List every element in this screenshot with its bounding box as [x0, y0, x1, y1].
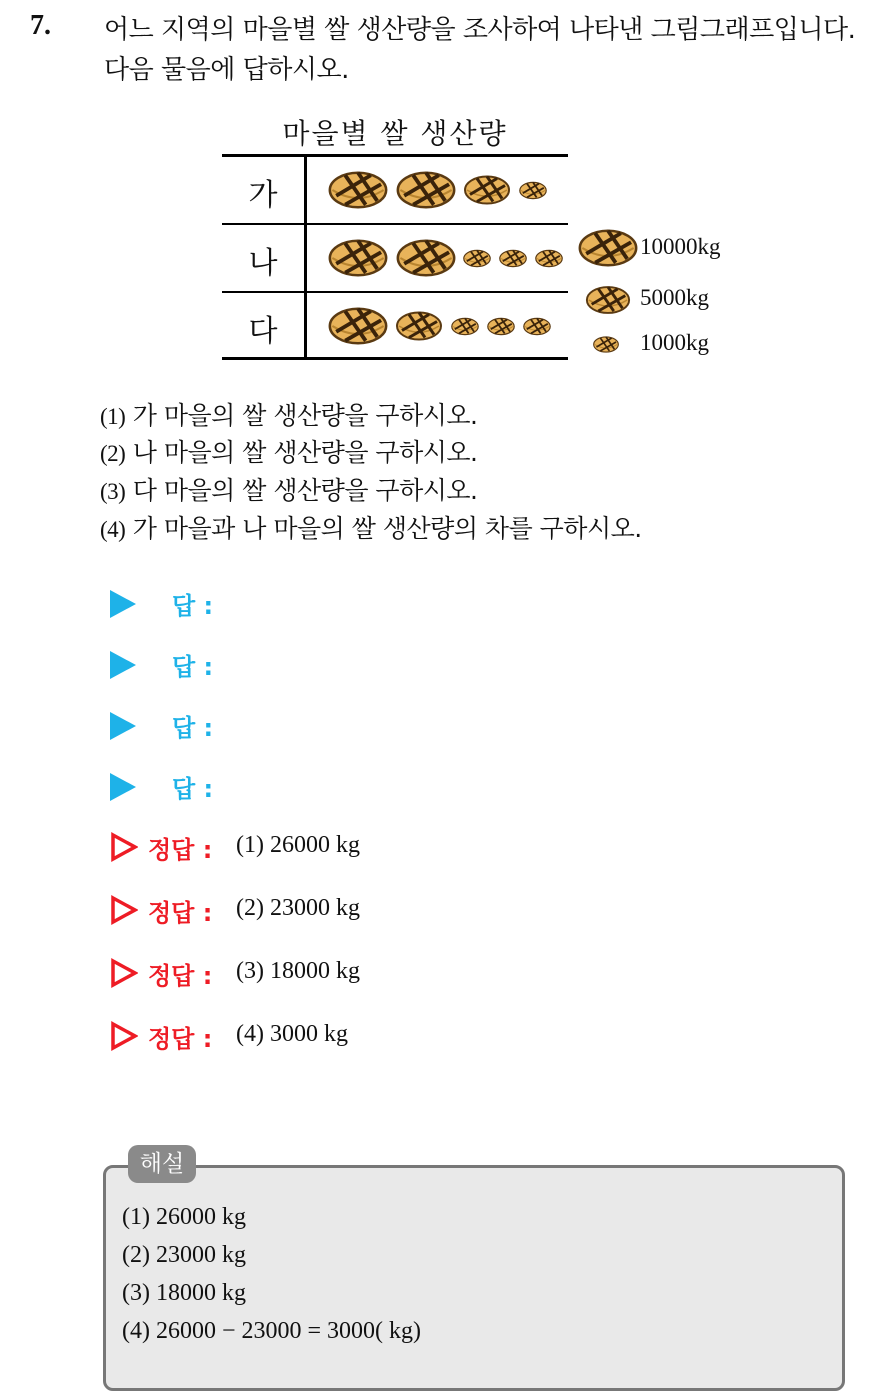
explanation-tag: 해설: [128, 1145, 196, 1183]
row-label-da: 다: [248, 314, 278, 349]
legend-small-value: 1000kg: [640, 330, 709, 355]
correct-answer-label: 정답 :: [148, 836, 213, 864]
sub-question-1: (1) 가 마을의 쌀 생산량을 구하시오.: [100, 401, 478, 430]
play-triangle-icon: [110, 651, 136, 679]
correct-answer-value: (4) 3000 kg: [236, 1021, 348, 1047]
sub-question-2: (2) 나 마을의 쌀 생산량을 구하시오.: [100, 438, 478, 467]
explanation-box: [103, 1165, 845, 1391]
correct-answer-value: (3) 18000 kg: [236, 958, 360, 984]
correct-answer-label: 정답 :: [148, 1025, 213, 1053]
row-label-ga: 가: [248, 178, 278, 213]
graph-column-divider: [304, 154, 307, 360]
large-rice-icon: [326, 302, 390, 350]
graph-top-rule: [222, 154, 568, 157]
large-rice-icon: [394, 234, 458, 282]
row-label-na: 나: [248, 246, 278, 281]
explanation-line-3: (3) 18000 kg: [122, 1280, 246, 1306]
question-text: [104, 10, 874, 90]
large-rice-icon: [394, 166, 458, 214]
outline-triangle-icon: [110, 832, 138, 862]
legend-medium-value: 5000kg: [640, 285, 709, 310]
small-rice-icon: [486, 315, 516, 338]
legend-large-value: 10000kg: [640, 234, 721, 259]
play-triangle-icon: [110, 590, 136, 618]
sub-question-4: (4) 가 마을과 나 마을의 쌀 생산량의 차를 구하시오.: [100, 514, 642, 543]
graph-row-divider: [222, 223, 568, 225]
outline-triangle-icon: [110, 1021, 138, 1051]
answer-label: 답 :: [172, 714, 214, 742]
question-number: 7.: [30, 10, 51, 41]
large-rice-icon: [326, 234, 390, 282]
graph-bottom-rule: [222, 357, 568, 360]
correct-answer-value: (1) 26000 kg: [236, 832, 360, 858]
graph-title: 마을별 쌀 생산량: [282, 117, 508, 150]
answer-label: 답 :: [172, 775, 214, 803]
medium-rice-icon: [394, 307, 444, 345]
legend-small-rice-icon: [592, 334, 620, 355]
correct-answer-value: (2) 23000 kg: [236, 895, 360, 921]
question-text-line2: 다음 물음에 답하시오.: [104, 55, 349, 85]
explanation-line-4: (4) 26000 − 23000 = 3000( kg): [122, 1318, 422, 1344]
small-rice-icon: [522, 315, 552, 338]
legend-large-rice-icon: [576, 224, 640, 272]
explanation-line-2: (2) 23000 kg: [122, 1242, 246, 1268]
small-rice-icon: [498, 247, 528, 270]
outline-triangle-icon: [110, 958, 138, 988]
small-rice-icon: [534, 247, 564, 270]
play-triangle-icon: [110, 773, 136, 801]
outline-triangle-icon: [110, 895, 138, 925]
small-rice-icon: [518, 179, 548, 202]
graph-row-divider: [222, 291, 568, 293]
large-rice-icon: [326, 166, 390, 214]
medium-rice-icon: [462, 171, 512, 209]
correct-answer-label: 정답 :: [148, 962, 213, 990]
explanation-line-1: (1) 26000 kg: [122, 1204, 246, 1230]
play-triangle-icon: [110, 712, 136, 740]
question-text-line1: 어느 지역의 마을별 쌀 생산량을 조사하여 나타낸 그림그래프입니다.: [104, 15, 856, 45]
small-rice-icon: [450, 315, 480, 338]
small-rice-icon: [462, 247, 492, 270]
answer-label: 답 :: [172, 653, 214, 681]
sub-question-3: (3) 다 마을의 쌀 생산량을 구하시오.: [100, 476, 478, 505]
legend-medium-rice-icon: [584, 282, 632, 318]
correct-answer-label: 정답 :: [148, 899, 213, 927]
answer-label: 답 :: [172, 592, 214, 620]
